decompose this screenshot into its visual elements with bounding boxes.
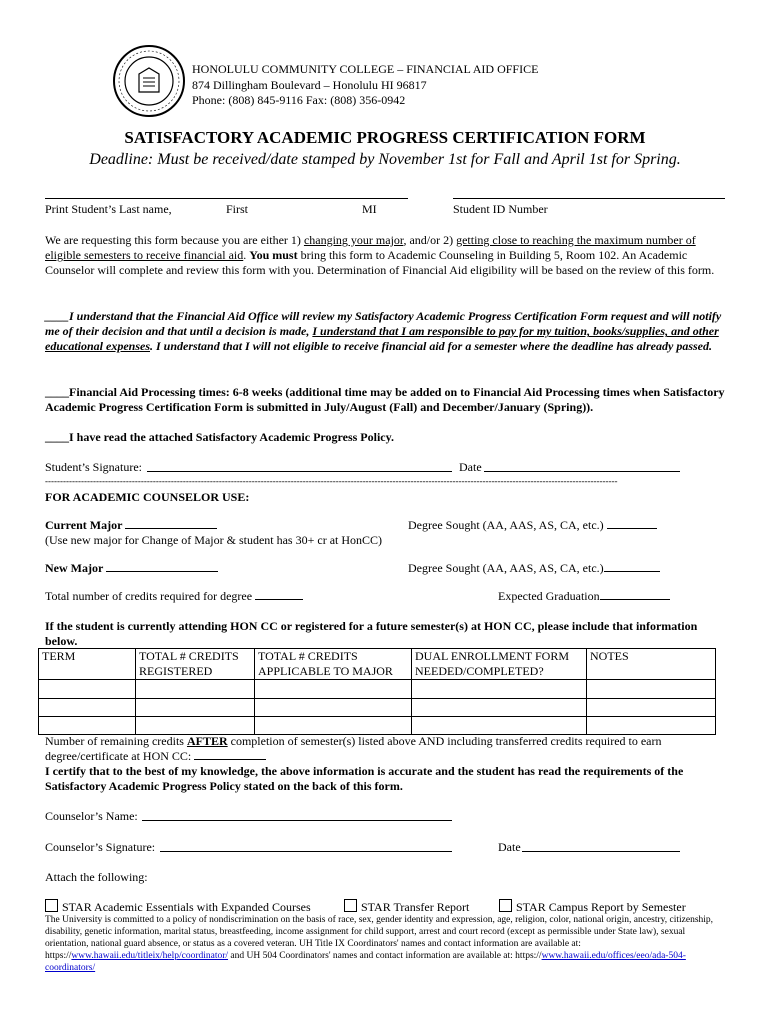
table-cell[interactable]	[587, 699, 716, 717]
col-credits-applicable: TOTAL # CREDITS APPLICABLE TO MAJOR	[255, 649, 412, 680]
deadline: Deadline: Must be received/date stamped by November 1st for Fall and April 1st for Spring.	[89, 151, 681, 168]
current-major-field[interactable]	[125, 528, 217, 529]
student-signature-line[interactable]	[147, 471, 452, 472]
checkbox-icon[interactable]	[499, 899, 512, 912]
current-major-row: Current Major	[45, 518, 217, 533]
ack-responsibility: ____I understand that the Financial Aid Office will review my Satisfactory Academic Progress Certification Form request and will notify me of their decision and that until a decision is made, I understand that I am responsible to pay for my tuition, books/supplies, and other educational expenses. I understand that I will not eligible to receive financial aid for a semester where the deadline has already passed.	[45, 309, 722, 354]
student-id-line[interactable]	[453, 198, 725, 199]
table-cell[interactable]	[136, 699, 255, 717]
nondiscrimination-footer: The University is committed to a policy of nondiscrimination on the basis of race, sex, gender identity and expression, age, religion, color, national origin, ancestry, citizenship, disability, genetic information, marital status, breastfeeding, income assignment for child support, arrest and court record (except as permissible under State law), sexual orientation, national guard absence, or status as a covered veteran. UH Title IX Coordinators' names and contact information are available at: https://www.hawaii.edu/titleix/help/coordinator/ and UH 504 Coordinators' names and contact information are available at: https://www.hawaii.edu/offices/eeo/ada-504-coordinators/	[45, 915, 714, 973]
expected-grad-row: Expected Graduation	[498, 589, 670, 604]
new-major-field[interactable]	[106, 571, 218, 572]
table-cell[interactable]	[587, 717, 716, 735]
table-cell[interactable]	[255, 717, 412, 735]
counselor-date-line[interactable]	[522, 851, 680, 852]
table-cell[interactable]	[136, 717, 255, 735]
remaining-credits-field[interactable]	[194, 759, 266, 760]
counselor-signature-line[interactable]	[160, 851, 452, 852]
attending-note: If the student is currently attending HON CC or registered for a future semester(s) at HON CC, please include that information below.	[45, 619, 698, 648]
attach-item-transfer-report[interactable]: STAR Transfer Report	[344, 899, 469, 915]
total-credits-field[interactable]	[255, 599, 303, 600]
header-phone: Phone: (808) 845-9116 Fax: (808) 356-0942	[192, 93, 406, 107]
counselor-name-label: Counselor’s Name:	[45, 809, 138, 823]
current-major-note: (Use new major for Change of Major & student has 30+ cr at HonCC)	[45, 533, 383, 547]
name-line[interactable]	[45, 198, 408, 199]
degree-sought-2-row: Degree Sought (AA, AAS, AS, CA, etc.)	[408, 561, 660, 576]
first-name-label: First	[226, 202, 249, 216]
table-cell[interactable]	[412, 699, 587, 717]
college-seal	[112, 44, 186, 122]
table-cell[interactable]	[412, 717, 587, 735]
table-cell[interactable]	[412, 680, 587, 699]
degree-sought-2-field[interactable]	[604, 571, 660, 572]
student-date-label: Date	[459, 460, 482, 474]
col-notes: NOTES	[587, 649, 716, 680]
counselor-signature-label: Counselor’s Signature:	[45, 840, 156, 854]
new-major-row: New Major	[45, 561, 218, 576]
form-title: SATISFACTORY ACADEMIC PROGRESS CERTIFICATION FORM	[124, 128, 646, 147]
table-header-row	[39, 649, 716, 680]
table-cell[interactable]	[39, 717, 136, 735]
header-address: 874 Dillingham Boulevard – Honolulu HI 96817	[192, 78, 427, 92]
titleix-link[interactable]: www.hawaii.edu/titleix/help/coordinator/	[71, 951, 229, 961]
degree-sought-1-row: Degree Sought (AA, AAS, AS, CA, etc.)	[408, 518, 657, 533]
certify-statement: I certify that to the best of my knowledge, the above information is accurate and the student has read the requirements of the Satisfactory Academic Progress Policy stated on the back of this form.	[45, 764, 684, 794]
table-row	[39, 699, 716, 717]
remaining-credits: Number of remaining credits AFTER completion of semester(s) listed above AND including transferred credits required to earn degree/certificate at HON CC:	[45, 734, 662, 764]
checkbox-icon[interactable]	[344, 899, 357, 912]
counselor-date-label: Date	[498, 840, 521, 854]
student-signature-label: Student’s Signature:	[45, 460, 142, 474]
table-cell[interactable]	[587, 680, 716, 699]
last-name-label: Print Student’s Last name,	[45, 202, 172, 216]
table-cell[interactable]	[136, 680, 255, 699]
table-row	[39, 680, 716, 699]
attach-item-academic-essentials[interactable]: STAR Academic Essentials with Expanded Courses	[45, 899, 311, 915]
separator-dashes: -----------------------------------------------------------------------------------------------------------------------------------------------------------------------------------------------	[45, 476, 618, 486]
student-date-line[interactable]	[484, 471, 680, 472]
attach-label: Attach the following:	[45, 870, 148, 884]
header-org: HONOLULU COMMUNITY COLLEGE – FINANCIAL AID OFFICE	[192, 62, 539, 76]
table-cell[interactable]	[255, 699, 412, 717]
ack-policy-read: ____I have read the attached Satisfactory Academic Progress Policy.	[45, 430, 394, 444]
expected-grad-field[interactable]	[600, 599, 670, 600]
col-dual-enrollment: DUAL ENROLLMENT FORM NEEDED/COMPLETED?	[412, 649, 587, 680]
ada-504-link[interactable]: www.hawaii.edu/offices/eeo/ada-504-coordinators/	[45, 951, 686, 973]
attach-item-campus-report[interactable]: STAR Campus Report by Semester	[499, 899, 686, 915]
counselor-name-line[interactable]	[142, 820, 452, 821]
col-credits-registered: TOTAL # CREDITS REGISTERED	[136, 649, 255, 680]
table-row	[39, 717, 716, 735]
table-cell[interactable]	[255, 680, 412, 699]
counselor-heading: FOR ACADEMIC COUNSELOR USE:	[45, 490, 250, 504]
student-id-label: Student ID Number	[453, 202, 548, 216]
col-term: TERM	[39, 649, 136, 680]
checkbox-icon[interactable]	[45, 899, 58, 912]
table-cell[interactable]	[39, 680, 136, 699]
mi-label: MI	[362, 202, 377, 216]
enrollment-table	[38, 648, 716, 735]
total-credits-row: Total number of credits required for degree	[45, 589, 303, 604]
degree-sought-1-field[interactable]	[607, 528, 657, 529]
ack-processing-times: ____Financial Aid Processing times: 6-8 weeks (additional time may be added on to Financial Aid Processing times when Satisfactory Academic Progress Certification Form is submitted in July/August (Fall) and December/January (Spring)).	[45, 385, 725, 415]
table-cell[interactable]	[39, 699, 136, 717]
intro-paragraph: We are requesting this form because you are either 1) changing your major, and/or 2) getting close to reaching the maximum number of eligible semesters to receive financial aid. You must bring this form to Academic Counseling in Building 5, Room 102. An Academic Counselor will complete and review this form with you. Determination of Financial Aid eligibility will be based on the review of this form.	[45, 233, 715, 278]
